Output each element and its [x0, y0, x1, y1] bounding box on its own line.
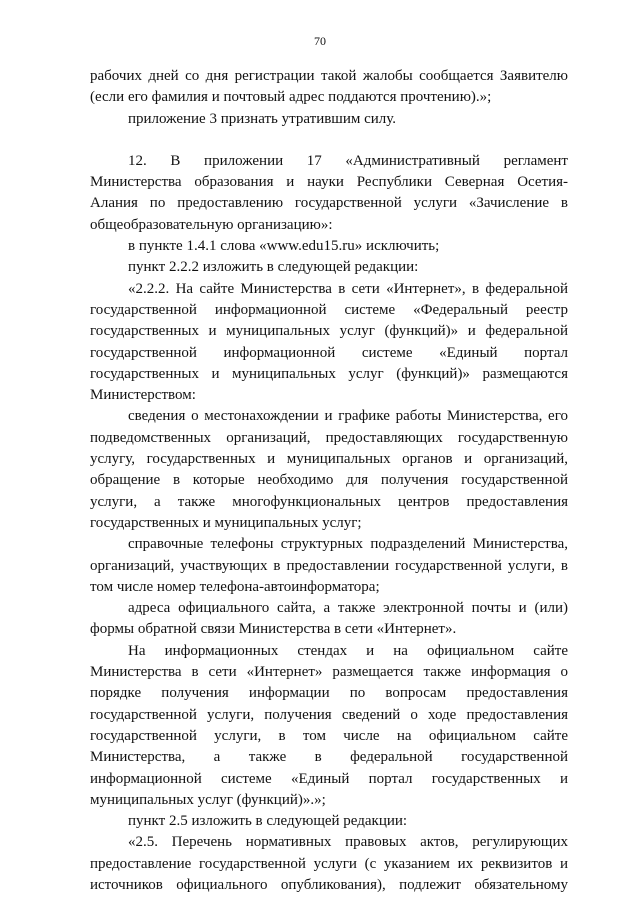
text-line: в пункте 1.4.1 слова «www.edu15.ru» исключить; [128, 238, 440, 255]
document-body [90, 66, 568, 896]
text-line: услуги, а также многофункциональных центров предоставления [90, 493, 568, 510]
paragraph-gap [90, 130, 568, 151]
text-line: источников официального опубликования), подлежит обязательному [90, 876, 568, 893]
text-line: приложение 3 признать утратившим силу. [128, 110, 397, 127]
text-line: информационной системе «Единый портал государственных и [90, 770, 568, 787]
text-line: Алания по предоставлению государственной услуги «Зачисление в [90, 195, 568, 212]
text-line: пункт 2.5 изложить в следующей редакции: [128, 813, 408, 830]
text-line: организаций, участвующих в предоставлении государственной услуги, в [90, 557, 568, 574]
text-line: пункт 2.2.2 изложить в следующей редакции: [128, 259, 419, 276]
text-line: (если его фамилия и почтовый адрес поддаются прочтению).»; [90, 89, 492, 106]
text-line: Министерства, а также в федеральной государственной [90, 749, 568, 766]
text-line: формы обратной связи Министерства в сети «Интернет». [90, 621, 457, 638]
text-line: государственных и муниципальных услуг; [90, 514, 362, 531]
text-line: 12. В приложении 17 «Административный регламент [128, 152, 568, 169]
text-line: услугу, государственных и муниципальных органов и организаций, [90, 451, 568, 468]
text-line: государственной информационной системе «Федеральный реестр [90, 301, 568, 318]
text-line: адреса официального сайта, а также электронной почты и (или) [128, 600, 568, 617]
text-line: «2.5. Перечень нормативных правовых актов, регулирующих [128, 834, 568, 851]
text-line: Министерства в сети «Интернет» размещается также информация о [90, 664, 568, 681]
text-line: государственной услуги, в том числе на официальном сайте [90, 727, 568, 744]
text-line: «2.2.2. На сайте Министерства в сети «Интернет», в федеральной [128, 280, 568, 297]
text-line: муниципальных услуг (функций)».»; [90, 791, 326, 808]
text-line: На информационных стендах и на официальном сайте [128, 642, 568, 659]
text-line: обращение в которые необходимо для получения государственной [90, 472, 568, 489]
text-line: подведомственных организаций, предоставляющих государственную [90, 429, 568, 446]
text-line: предоставление государственной услуги (с указанием их реквизитов и [90, 855, 568, 872]
text-line: справочные телефоны структурных подразделений Министерства, [128, 536, 568, 553]
text-line: Министерством: [90, 387, 196, 404]
text-line: государственной услуги, получения сведений о ходе предоставления [90, 706, 568, 723]
text-line: том числе номер телефона-автоинформатора; [90, 578, 380, 595]
text-line: государственных и муниципальных услуг (функций)» размещаются [90, 365, 568, 382]
text-line: сведения о местонахождении и графике работы Министерства, его [128, 408, 568, 425]
text-line: порядке получения информации по вопросам предоставления [90, 685, 568, 702]
text-line: государственной информационной системе «Единый портал [90, 344, 568, 361]
text-line: общеобразовательную организацию»: [90, 216, 333, 233]
page-number: 70 [314, 34, 326, 48]
text-line: Министерства образования и науки Республики Северная Осетия- [90, 174, 568, 191]
text-line: рабочих дней со дня регистрации такой жалобы сообщается Заявителю [90, 68, 568, 84]
text-line: государственных и муниципальных услуг (функций)» и федеральной [90, 323, 568, 340]
